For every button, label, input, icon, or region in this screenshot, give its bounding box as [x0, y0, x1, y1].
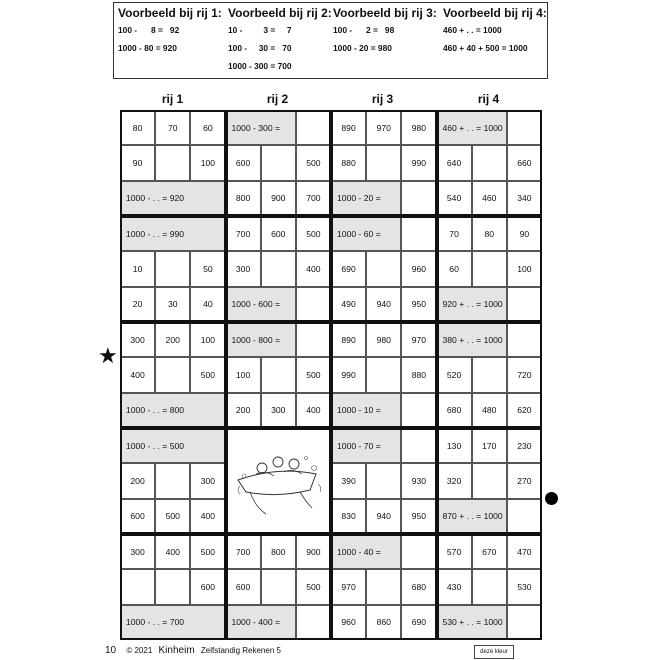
- example-line: 100 - 8 = 92: [118, 25, 180, 35]
- number-cell: 300: [120, 322, 155, 357]
- number-cell: 400: [190, 499, 225, 534]
- number-cell: 500: [296, 216, 331, 251]
- number-cell[interactable]: [507, 499, 542, 534]
- number-cell: 960: [331, 605, 366, 640]
- number-cell[interactable]: [507, 287, 542, 322]
- example-line: 460 + 40 + 500 = 1000: [443, 43, 528, 53]
- number-cell: 970: [366, 110, 401, 145]
- number-cell: 680: [401, 569, 436, 604]
- exercise-equation: 1000 - 20 =: [331, 181, 401, 216]
- exercise-equation: 1000 - . . = 700: [120, 605, 226, 640]
- number-cell[interactable]: [507, 110, 542, 145]
- copyright: © 2021: [126, 646, 153, 655]
- number-cell: 600: [120, 499, 155, 534]
- dot-icon: [545, 492, 558, 505]
- number-cell[interactable]: [472, 357, 507, 392]
- number-cell: 40: [190, 287, 225, 322]
- number-cell: 900: [261, 181, 296, 216]
- number-cell: 500: [190, 534, 225, 569]
- number-cell: 340: [507, 181, 542, 216]
- number-cell: 950: [401, 499, 436, 534]
- number-cell: 600: [226, 569, 261, 604]
- example-line: 1000 - 20 = 980: [333, 43, 392, 53]
- exercise-equation: 1000 - 600 =: [226, 287, 296, 322]
- number-cell[interactable]: [401, 393, 436, 428]
- example-line: 10 - 3 = 7: [228, 25, 292, 35]
- exercise-equation: 1000 - 60 =: [331, 216, 401, 251]
- number-cell[interactable]: [366, 145, 401, 180]
- number-cell: 830: [331, 499, 366, 534]
- number-cell[interactable]: [120, 569, 155, 604]
- number-cell: 660: [507, 145, 542, 180]
- number-cell: 500: [296, 569, 331, 604]
- number-cell: 200: [155, 322, 190, 357]
- example-title: Voorbeeld bij rij 1:: [118, 6, 222, 20]
- number-cell[interactable]: [261, 251, 296, 286]
- number-cell[interactable]: [472, 569, 507, 604]
- exercise-equation: 1000 - 10 =: [331, 393, 401, 428]
- example-line: 100 - 2 = 98: [333, 25, 395, 35]
- number-cell: 300: [261, 393, 296, 428]
- number-cell: 600: [226, 145, 261, 180]
- number-cell[interactable]: [296, 322, 331, 357]
- number-cell: 90: [120, 145, 155, 180]
- number-cell: 700: [226, 216, 261, 251]
- page-number: 10: [105, 645, 117, 656]
- number-cell: 530: [507, 569, 542, 604]
- exercise-equation: 1000 - . . = 920: [120, 181, 226, 216]
- example-title: Voorbeeld bij rij 2:: [228, 6, 332, 20]
- row-header: rij 2: [266, 92, 289, 106]
- number-cell: 490: [331, 287, 366, 322]
- number-cell: 70: [155, 110, 190, 145]
- number-cell: 400: [120, 357, 155, 392]
- exercise-equation: 460 + . . = 1000: [437, 110, 507, 145]
- exercise-grid: [120, 110, 542, 640]
- row-header: rij 4: [477, 92, 500, 106]
- number-cell: 690: [331, 251, 366, 286]
- number-cell: 890: [331, 110, 366, 145]
- number-cell: 400: [296, 393, 331, 428]
- number-cell: 400: [155, 534, 190, 569]
- number-cell[interactable]: [472, 251, 507, 286]
- number-cell: 100: [190, 322, 225, 357]
- exercise-equation: 1000 - . . = 990: [120, 216, 226, 251]
- number-cell: 200: [226, 393, 261, 428]
- number-cell[interactable]: [401, 216, 436, 251]
- number-cell: 270: [507, 463, 542, 498]
- number-cell: 80: [472, 216, 507, 251]
- number-cell[interactable]: [155, 145, 190, 180]
- number-cell[interactable]: [366, 357, 401, 392]
- number-cell: 100: [190, 145, 225, 180]
- number-cell: 430: [437, 569, 472, 604]
- number-cell: 540: [437, 181, 472, 216]
- exercise-equation: 920 + . . = 1000: [437, 287, 507, 322]
- number-cell: 80: [120, 110, 155, 145]
- number-cell[interactable]: [366, 569, 401, 604]
- number-cell: 100: [507, 251, 542, 286]
- number-cell: 990: [331, 357, 366, 392]
- publisher: Kinheim: [158, 645, 195, 656]
- number-cell[interactable]: [296, 110, 331, 145]
- number-cell[interactable]: [401, 428, 436, 463]
- number-cell: 600: [261, 216, 296, 251]
- number-cell: 300: [226, 251, 261, 286]
- number-cell: 880: [331, 145, 366, 180]
- number-cell: 20: [120, 287, 155, 322]
- example-line: 100 - 30 = 70: [228, 43, 292, 53]
- exercise-equation: 1000 - . . = 500: [120, 428, 226, 463]
- number-cell: 100: [226, 357, 261, 392]
- number-cell: 90: [507, 216, 542, 251]
- number-cell[interactable]: [261, 145, 296, 180]
- number-cell: 570: [437, 534, 472, 569]
- example-line: 460 + . . = 1000: [443, 25, 502, 35]
- number-cell: 230: [507, 428, 542, 463]
- exercise-equation: 1000 - 400 =: [226, 605, 296, 640]
- number-cell[interactable]: [261, 357, 296, 392]
- number-cell: 860: [366, 605, 401, 640]
- number-cell[interactable]: [155, 357, 190, 392]
- number-cell: 320: [437, 463, 472, 498]
- number-cell: 10: [120, 251, 155, 286]
- number-cell: 50: [190, 251, 225, 286]
- number-cell: 640: [437, 145, 472, 180]
- number-cell[interactable]: [507, 322, 542, 357]
- star-icon: ★: [98, 343, 118, 368]
- number-cell: 990: [401, 145, 436, 180]
- number-cell[interactable]: [507, 605, 542, 640]
- number-cell: 500: [190, 357, 225, 392]
- number-cell: 970: [331, 569, 366, 604]
- footer: [105, 645, 281, 656]
- number-cell: 800: [261, 534, 296, 569]
- number-cell: 520: [437, 357, 472, 392]
- number-cell: 690: [401, 605, 436, 640]
- number-cell: 30: [155, 287, 190, 322]
- example-line: 1000 - 300 = 700: [228, 61, 292, 71]
- number-cell: 700: [226, 534, 261, 569]
- examples-box: [113, 2, 548, 79]
- book-title: Zelfstandig Rekenen 5: [200, 646, 281, 655]
- number-cell[interactable]: [155, 251, 190, 286]
- exercise-equation: 380 + . . = 1000: [437, 322, 507, 357]
- number-cell: 980: [401, 110, 436, 145]
- number-cell: 930: [401, 463, 436, 498]
- number-cell: 900: [296, 534, 331, 569]
- number-cell[interactable]: [296, 287, 331, 322]
- number-cell: 960: [401, 251, 436, 286]
- number-cell: 390: [331, 463, 366, 498]
- row-header: rij 1: [161, 92, 184, 106]
- example-title: Voorbeeld bij rij 4:: [443, 6, 547, 20]
- number-cell: 620: [507, 393, 542, 428]
- number-cell[interactable]: [366, 463, 401, 498]
- children-in-bathtub-illustration: [226, 428, 332, 534]
- number-cell: 950: [401, 287, 436, 322]
- number-cell: 700: [296, 181, 331, 216]
- number-cell[interactable]: [472, 145, 507, 180]
- exercise-equation: 1000 - 800 =: [226, 322, 296, 357]
- row-header: rij 3: [371, 92, 394, 106]
- number-cell[interactable]: [155, 569, 190, 604]
- number-cell: 300: [120, 534, 155, 569]
- number-cell: 460: [472, 181, 507, 216]
- number-cell: 60: [190, 110, 225, 145]
- exercise-equation: 870 + . . = 1000: [437, 499, 507, 534]
- number-cell: 300: [190, 463, 225, 498]
- number-cell[interactable]: [296, 605, 331, 640]
- number-cell: 890: [331, 322, 366, 357]
- number-cell: 170: [472, 428, 507, 463]
- number-cell: 500: [296, 145, 331, 180]
- number-cell: 940: [366, 499, 401, 534]
- number-cell[interactable]: [401, 534, 436, 569]
- exercise-equation: 1000 - 300 =: [226, 110, 296, 145]
- number-cell: 60: [437, 251, 472, 286]
- number-cell: 470: [507, 534, 542, 569]
- number-cell: 800: [226, 181, 261, 216]
- number-cell: 480: [472, 393, 507, 428]
- exercise-equation: 1000 - . . = 800: [120, 393, 226, 428]
- number-cell: 940: [366, 287, 401, 322]
- example-title: Voorbeeld bij rij 3:: [333, 6, 437, 20]
- number-cell: 880: [401, 357, 436, 392]
- number-cell[interactable]: [261, 569, 296, 604]
- number-cell: 600: [190, 569, 225, 604]
- number-cell[interactable]: [155, 463, 190, 498]
- example-line: 1000 - 80 = 920: [118, 43, 177, 53]
- number-cell: 980: [366, 322, 401, 357]
- number-cell: 130: [437, 428, 472, 463]
- exercise-equation: 1000 - 40 =: [331, 534, 401, 569]
- number-cell[interactable]: [401, 181, 436, 216]
- exercise-equation: 1000 - 70 =: [331, 428, 401, 463]
- number-cell: 70: [437, 216, 472, 251]
- number-cell: 400: [296, 251, 331, 286]
- number-cell: 970: [401, 322, 436, 357]
- exercise-equation: 530 + . . = 1000: [437, 605, 507, 640]
- number-cell: 720: [507, 357, 542, 392]
- number-cell: 200: [120, 463, 155, 498]
- number-cell: 500: [296, 357, 331, 392]
- color-label: deze kleur: [474, 645, 514, 659]
- number-cell: 670: [472, 534, 507, 569]
- number-cell: 500: [155, 499, 190, 534]
- number-cell: 680: [437, 393, 472, 428]
- number-cell[interactable]: [366, 251, 401, 286]
- number-cell[interactable]: [472, 463, 507, 498]
